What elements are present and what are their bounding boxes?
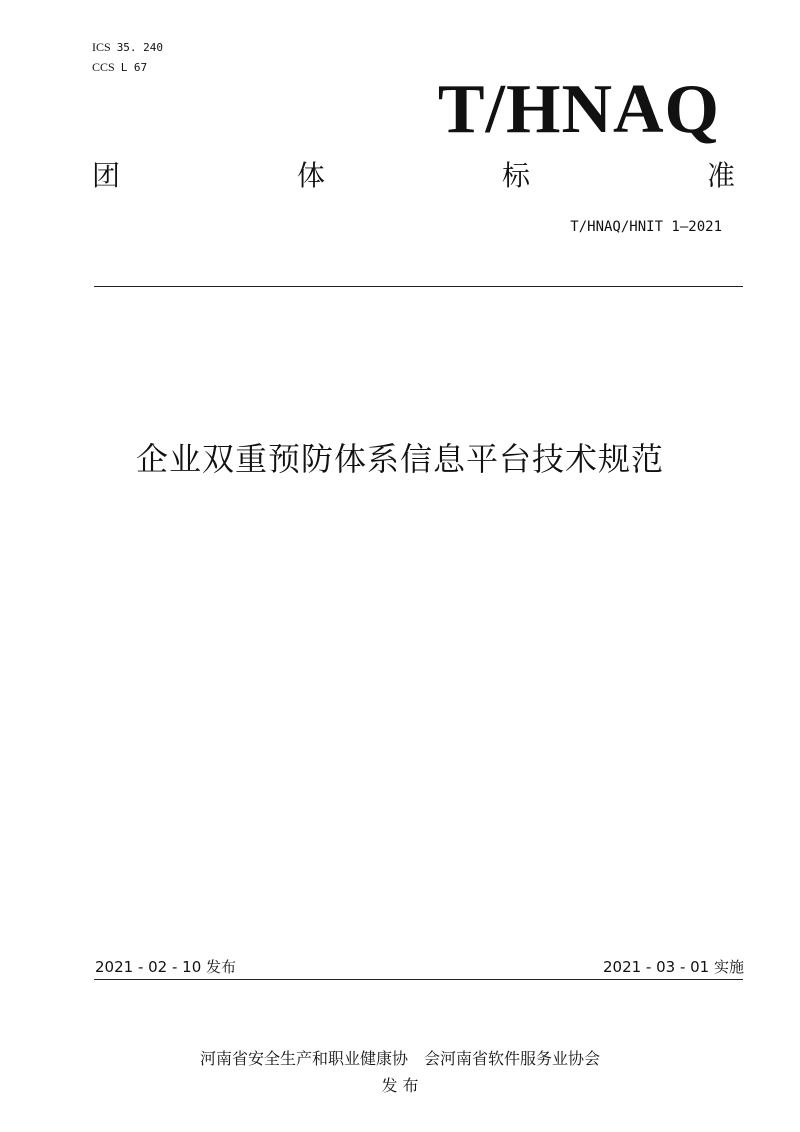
org-type-char: 体: [296, 159, 325, 192]
publisher-name-1: 河南省安全生产和职业健康协: [199, 1049, 408, 1068]
issued-label: 发 布: [381, 1076, 419, 1095]
ccs-label: CCS: [92, 60, 115, 74]
publish-date: 2021 - 02 - 10 发布: [95, 958, 237, 976]
org-type-char: 准: [706, 159, 735, 192]
implement-date: 2021 - 03 - 01 实施: [602, 958, 744, 976]
ccs-code-line: [92, 60, 147, 75]
publisher-name-2: 会河南省软件服务业协会: [424, 1049, 601, 1068]
footer-divider: [94, 979, 743, 980]
org-type-heading: [92, 154, 735, 194]
org-type-char: 团: [92, 159, 121, 192]
ccs-code: L 67: [120, 61, 148, 74]
ics-code: 35. 240: [116, 41, 164, 54]
document-title: 企业双重预防体系信息平台技术规范: [135, 440, 664, 478]
ics-label: ICS: [92, 40, 111, 54]
org-type-char: 标: [501, 159, 530, 192]
publisher-line: [0, 1048, 800, 1070]
standard-number: T/HNAQ/HNIT 1—2021: [570, 219, 722, 235]
ics-code-line: [92, 40, 163, 55]
brand-logo-text: T/HNAQ: [437, 71, 720, 148]
header-divider: [94, 286, 743, 287]
